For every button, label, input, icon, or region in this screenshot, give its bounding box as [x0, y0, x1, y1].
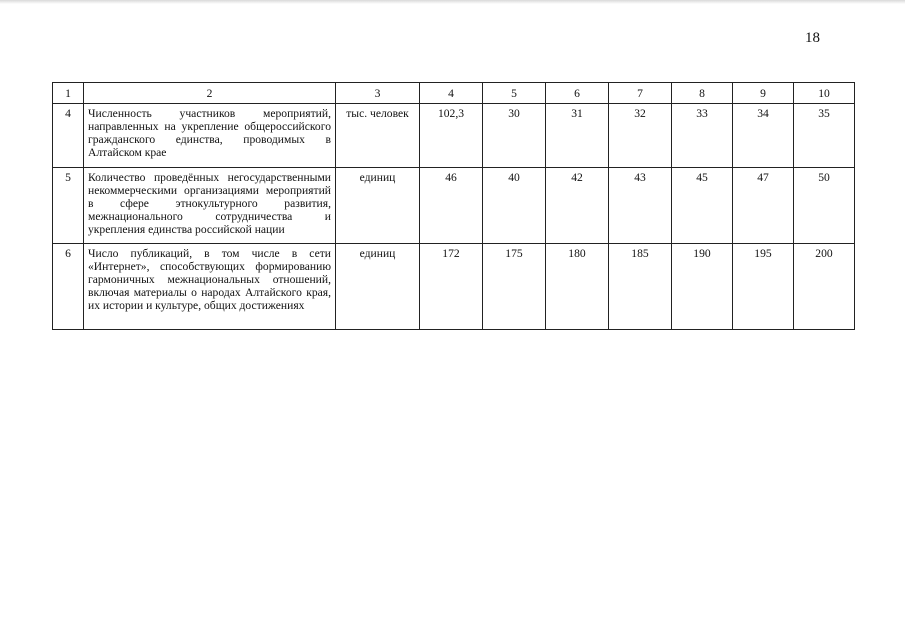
value-cell: 40	[483, 168, 546, 244]
header-row	[53, 83, 855, 104]
table-row	[53, 104, 855, 168]
value-cell: 34	[733, 104, 794, 168]
header-cell-3: 3	[336, 83, 420, 104]
indicator-name: Количество проведённых негосударственными некоммерческими организациями мероприятий в сфере этнокультурного развития, межнационального сотрудничества и укрепления единства российской нации	[84, 168, 336, 244]
header-cell-5: 5	[483, 83, 546, 104]
header-cell-9: 9	[733, 83, 794, 104]
value-cell: 45	[672, 168, 733, 244]
table-row	[53, 244, 855, 330]
row-index: 6	[53, 244, 84, 330]
header-cell-6: 6	[546, 83, 609, 104]
value-cell: 200	[794, 244, 855, 330]
value-cell: 42	[546, 168, 609, 244]
table-row	[53, 168, 855, 244]
value-cell: 102,3	[420, 104, 483, 168]
value-cell: 195	[733, 244, 794, 330]
value-cell: 31	[546, 104, 609, 168]
scan-edge	[0, 0, 905, 4]
value-cell: 43	[609, 168, 672, 244]
value-cell: 172	[420, 244, 483, 330]
indicators-table	[52, 82, 855, 330]
header-cell-1: 1	[53, 83, 84, 104]
indicator-name: Число публикаций, в том числе в сети «Интернет», способствующих формированию гармоничных межнациональных отношений, включая материалы о народах Алтайского края, их истории и культуре, общих достижениях	[84, 244, 336, 330]
header-cell-10: 10	[794, 83, 855, 104]
row-index: 4	[53, 104, 84, 168]
value-cell: 185	[609, 244, 672, 330]
value-cell: 35	[794, 104, 855, 168]
value-cell: 46	[420, 168, 483, 244]
header-cell-7: 7	[609, 83, 672, 104]
header-cell-2: 2	[84, 83, 336, 104]
value-cell: 32	[609, 104, 672, 168]
value-cell: 47	[733, 168, 794, 244]
indicator-unit: единиц	[336, 168, 420, 244]
value-cell: 50	[794, 168, 855, 244]
indicator-unit: тыс. человек	[336, 104, 420, 168]
page-number: 18	[805, 30, 820, 46]
value-cell: 30	[483, 104, 546, 168]
indicator-name: Численность участников мероприятий, направленных на укрепление общероссийского гражданского единства, проводимых в Алтайском крае	[84, 104, 336, 168]
value-cell: 180	[546, 244, 609, 330]
value-cell: 175	[483, 244, 546, 330]
row-index: 5	[53, 168, 84, 244]
indicator-unit: единиц	[336, 244, 420, 330]
value-cell: 33	[672, 104, 733, 168]
header-cell-8: 8	[672, 83, 733, 104]
value-cell: 190	[672, 244, 733, 330]
header-cell-4: 4	[420, 83, 483, 104]
